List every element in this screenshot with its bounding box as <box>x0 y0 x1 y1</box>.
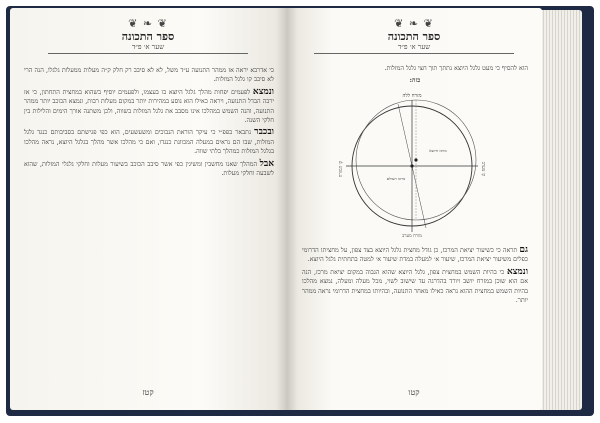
right-page-intro <box>302 64 528 89</box>
page-edges <box>538 10 582 410</box>
label-left: קו המזרח <box>339 160 344 178</box>
page-number: קטז <box>142 388 154 397</box>
page-number: קטו <box>408 388 420 397</box>
paragraph <box>302 268 528 306</box>
paragraph <box>24 88 274 126</box>
world-center-point <box>410 164 413 167</box>
intro-line: הוא להסיף כי מעט גלגל היוצא נתתך תוך חצי גלגל המזלות. <box>384 65 528 72</box>
paragraph-text: נתבאר בפפ״י כי עיקר הוראת הנבוכים ומשעשעים, הוא כפי פגישתם בסביבותם כנגד גלגל המזלות, שבו הם נראים במעלה המכוונת כנגדו, ואם כי מהלכו אשר מהלך בגלגל היוצא, נראה מהלכו בגלגל המזלות כמהלך בלתי שווה. <box>24 129 274 156</box>
label-top: מזרח ללה <box>402 93 422 99</box>
paragraph-lead: אבל <box>259 158 274 169</box>
label-bottom: מזרח מערב <box>402 234 422 238</box>
left-page <box>10 8 286 410</box>
right-page <box>286 8 542 410</box>
eccentric-center-point <box>414 158 417 161</box>
diagram-caption: כזה: <box>409 77 421 85</box>
header-rule <box>314 53 514 54</box>
paragraph-lead: גם <box>519 245 528 255</box>
paragraph <box>24 128 274 156</box>
header-ornament: ❦ ❧ ❦ <box>394 17 434 30</box>
book-title: ספר התכונה <box>121 30 175 43</box>
eccentric-circle-diagram <box>338 90 486 238</box>
paragraph-text: המהלך שאנו מחשבין ומשיגין כפי אשר סיבב הכוכב בשיעור מעלות וחלקי גלגלי המזלות, שהוא לשבעה וחלקי מעלות. <box>24 160 274 178</box>
paragraph <box>302 246 528 265</box>
chapter-subtitle: שער א׳ פ״ד <box>131 43 165 51</box>
paragraph-lead: ונמצא <box>252 86 274 97</box>
book-spine-shadow <box>276 8 298 410</box>
paragraph <box>24 160 274 179</box>
label-eccentric-center: מרכז היוצא <box>429 148 447 153</box>
label-right: קו מערב <box>480 161 485 177</box>
paragraph-lead: ונמצא <box>506 266 528 277</box>
chapter-subtitle: שער א׳ פ״ד <box>397 43 431 51</box>
paragraph <box>24 66 274 85</box>
label-world-center: מרכז העולם <box>386 176 406 181</box>
header-rule <box>48 53 248 54</box>
header-ornament: ❦ ❧ ❦ <box>128 17 168 30</box>
left-page-body <box>24 66 274 181</box>
left-page-header <box>48 18 248 54</box>
paragraph-text: תראה כי כשיעור יציאת המרכז, כן גודל מחצית גלגל היוצא בצד צפון, על מחציתו הדרומי כפלים משיעור יציאת המרכז, שיעור א׳ למעלה במדת שיעור א׳ למטה בתחתית גלגל היוצא. <box>302 247 528 264</box>
paragraph-text: כי אדרבא יראה אז ממהר התנועה ע״ד משל, לא לא סיבב רק חלק ק״ה מעלות ממעלות גלגלו, הנה הרי לא סיבב קו גלגל המזלות. <box>24 67 274 84</box>
book-title: ספר התכונה <box>387 30 441 43</box>
paragraph-lead: ובכבר <box>254 127 274 138</box>
paragraph-text: לפעמים יפחות מהלך גלגל היוצא בו בעצמו, ולפעמים יוסיף בשהוא במחצית התחתון, כי אז ירבה הבדל התנועה, ויראה כאילו הוא נוסע במהירות יותר במקום מעלות רבות, ונמצא הכוכב יותר ממהר התנועה, והנה השמש במהלכו אינו מסבב את גלגל המזלות בשווה, ולכן משתנה אורך הימים והלילות בין חלקי השנה. <box>24 88 274 125</box>
right-page-header <box>314 18 514 54</box>
paragraph-text: כי בהיות השמש במחצית צפון, גלגל היוצא שהוא הגבוה במקום יציאת מרכז, הנה אם הוא שוכן במזרח יושב ויורד בהדרגה עד שישוב לשוי, מכל מעלה ומעלה, נמצא מהלכו בהיות השמש במחצית ההוא נראה כאילו מאחר התנועה, ובהיותו במחצית הדרומי נראה ממהר יותר. <box>302 268 528 305</box>
right-page-body <box>302 246 528 308</box>
